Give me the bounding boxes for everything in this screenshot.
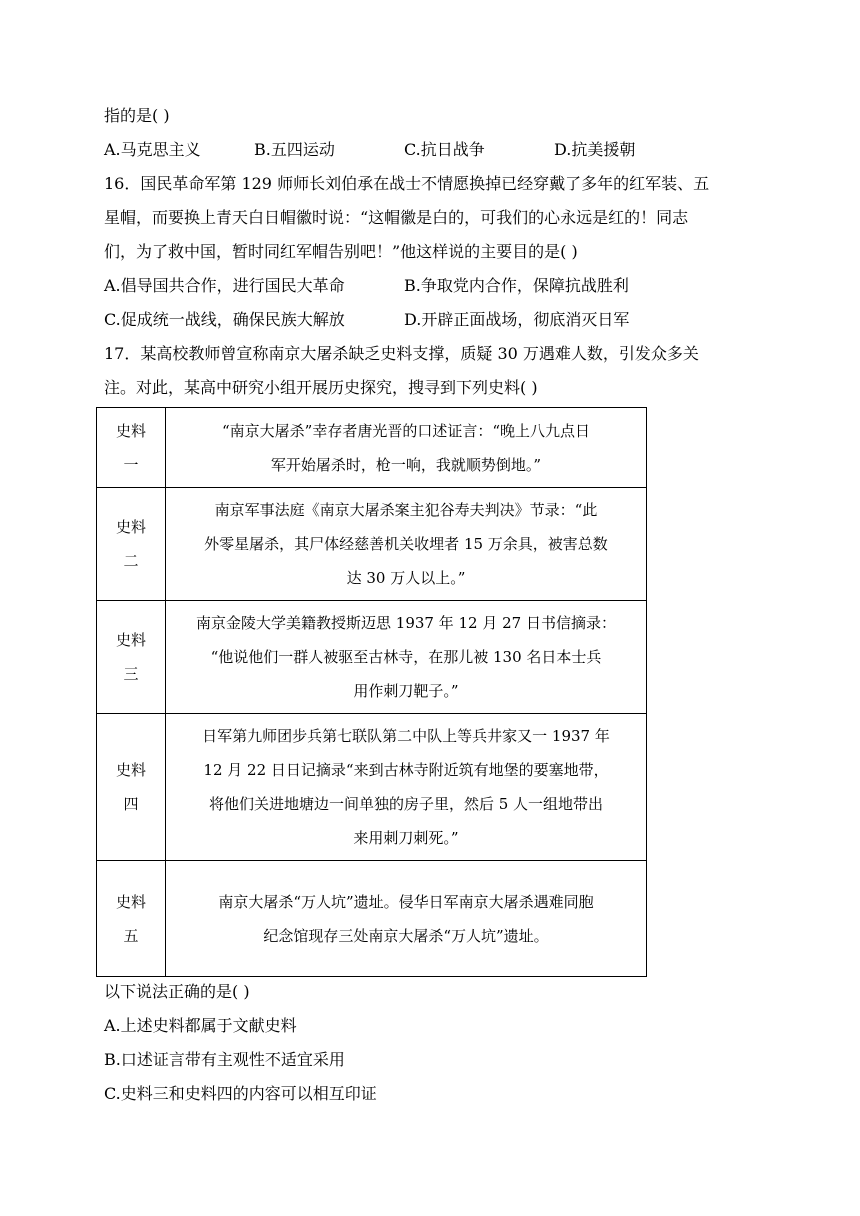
source-text-line: 南京大屠杀“万人坑”遗址。侵华日军南京大屠杀遇难同胞 xyxy=(218,892,594,911)
source-text-line: 日军第九师团步兵第七联队第二中队上等兵井家又一 1937 年 xyxy=(202,727,610,745)
q17-question: 以下说法正确的是( ) xyxy=(104,982,250,1001)
source-text-line: 南京军事法庭《南京大屠杀案主犯谷寿夫判决》节录：“此 xyxy=(214,501,598,519)
table-row xyxy=(97,408,647,488)
q15-option-a: A.马克思主义 xyxy=(104,140,201,159)
source-text-line: “南京大屠杀”幸存者唐光晋的口述证言：“晚上八九点日 xyxy=(221,421,590,440)
source-text-line: 来用刺刀刺死。” xyxy=(353,829,459,847)
source-label: 史料一 xyxy=(115,421,146,474)
q16-line-1: 16．国民革命军第 129 师师长刘伯承在战士不情愿换掉已经穿戴了多年的红军装、五 xyxy=(104,174,710,193)
q15-tail: 指的是( ) xyxy=(104,106,170,125)
q16-line-2: 星帽，而要换上青天白日帽徽时说：“这帽徽是白的，可我们的心永远是红的！同志 xyxy=(104,208,689,227)
table-row xyxy=(97,861,647,977)
q16-option-a: A.倡导国共合作，进行国民大革命 xyxy=(104,276,345,295)
q17-option-b: B.口述证言带有主观性不适宜采用 xyxy=(104,1050,345,1069)
source-label: 史料五 xyxy=(115,892,146,945)
q17-line-1: 17．某高校教师曾宣称南京大屠杀缺乏史料支撑，质疑 30 万遇难人数，引发众多关 xyxy=(104,344,699,363)
source-text-line: 达 30 万人以上。” xyxy=(346,569,466,587)
q16-option-c: C.促成统一战线，确保民族大解放 xyxy=(104,310,345,329)
source-text-line: 用作刺刀靶子。” xyxy=(353,682,459,700)
source-text-line: “他说他们一群人被驱至古林寺，在那儿被 130 名日本士兵 xyxy=(210,648,602,666)
source-text-line: 12 月 22 日日记摘录“来到古林寺附近筑有地堡的要塞地带， xyxy=(203,761,609,779)
source-label: 史料二 xyxy=(115,518,146,570)
q17-option-c: C.史料三和史料四的内容可以相互印证 xyxy=(104,1084,377,1103)
source-text-line: 外零星屠杀，其尸体经慈善机关收埋者 15 万余具，被害总数 xyxy=(204,535,608,553)
table-row xyxy=(97,488,647,601)
source-text-line: 南京金陵大学美籍教授斯迈思 1937 年 12 月 27 日书信摘录： xyxy=(196,614,616,632)
q17-line-2: 注。对此，某高中研究小组开展历史探究，搜寻到下列史料( ) xyxy=(104,378,538,397)
q15-option-d: D.抗美援朝 xyxy=(554,140,636,159)
table-row xyxy=(97,714,647,861)
source-text-line: 纪念馆现存三处南京大屠杀“万人坑”遗址。 xyxy=(263,926,549,945)
table-row xyxy=(97,601,647,714)
source-label: 史料四 xyxy=(115,761,146,813)
source-text-line: 军开始屠杀时，枪一响，我就顺势倒地。” xyxy=(270,455,542,474)
q17-option-a: A.上述史料都属于文献史料 xyxy=(104,1016,297,1035)
q16-option-b: B.争取党内合作，保障抗战胜利 xyxy=(404,276,629,295)
source-text-line: 将他们关进地塘边一间单独的房子里，然后 5 人一组地带出 xyxy=(208,795,604,813)
q16-option-d: D.开辟正面战场，彻底消灭日军 xyxy=(404,310,630,329)
source-table xyxy=(96,407,647,977)
source-label: 史料三 xyxy=(115,631,146,683)
q15-option-b: B.五四运动 xyxy=(254,140,335,159)
q15-option-c: C.抗日战争 xyxy=(404,140,485,159)
q16-line-3: 们，为了救中国，暂时同红军帽告别吧！”他这样说的主要目的是( ) xyxy=(104,242,578,261)
